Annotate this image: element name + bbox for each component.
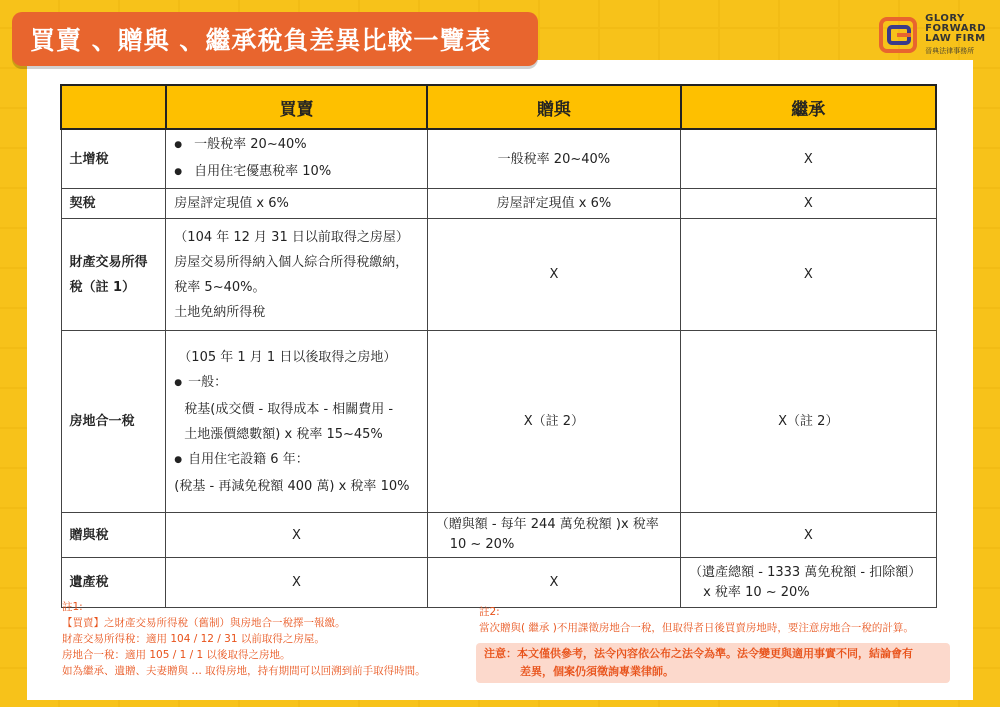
disclaimer-box [476, 643, 950, 683]
combined-tax-inherit: X（註 2） [681, 331, 936, 513]
property-income-buy [166, 219, 427, 331]
footnote-2-heading: 註2: [479, 606, 500, 618]
table-row [61, 219, 936, 331]
property-income-buy-line: （104 年 12 月 31 日以前取得之房屋） [174, 229, 409, 245]
combined-tax-buy [166, 331, 427, 513]
land-tax-buy [166, 129, 427, 189]
gift-tax-gift-line: 10 ~ 20% [449, 537, 515, 552]
footnote-1-line: 如為繼承、遺贈、夫妻贈與 … 取得房地，持有期間可以回溯到前手取得時間。 [62, 665, 426, 677]
footnote-2 [479, 604, 939, 636]
combined-tax-buy-line: (稅基 - 再減免稅額 400 萬) x 稅率 10% [174, 478, 410, 494]
gift-tax-gift [427, 513, 680, 558]
footnote-1-line: 財產交易所得稅：適用 104 / 12 / 31 以前取得之房屋。 [62, 633, 325, 645]
estate-tax-buy: X [166, 558, 427, 608]
footnote-1-heading: 註1: [62, 601, 83, 613]
deed-tax-inherit: X [681, 189, 936, 219]
row-label-combined-tax: 房地合一稅 [61, 331, 166, 513]
logo-line3: LAW FIRM [925, 33, 986, 44]
property-income-gift: X [427, 219, 680, 331]
table-header-row [61, 85, 936, 129]
combined-tax-gift: X（註 2） [427, 331, 680, 513]
disclaimer-line: 注意：本文僅供參考，法令內容依公布之法令為準。法令變更與適用事實不同，結論會有 [484, 647, 913, 660]
table-row [61, 513, 936, 558]
row-label-estate-tax: 遺產稅 [61, 558, 166, 608]
estate-tax-gift: X [427, 558, 680, 608]
page-title: 買賣 、贈與 、繼承稅負差異比較一覽表 [30, 26, 492, 55]
logo-line4: 晉典法律事務所 [925, 47, 975, 55]
land-tax-buy-line: ● 自用住宅優惠稅率 10% [174, 159, 418, 186]
row-label-property-income-tax: 財產交易所得稅（註 1） [61, 219, 166, 331]
header-blank [61, 85, 166, 129]
row-label-gift-tax: 贈與稅 [61, 513, 166, 558]
land-tax-inherit: X [681, 129, 936, 189]
row-label-deed-tax: 契稅 [61, 189, 166, 219]
gift-tax-buy: X [166, 513, 427, 558]
combined-tax-buy-line: ● 自用住宅設籍 6 年： [174, 447, 418, 474]
header-inherit: 繼承 [681, 85, 936, 129]
row-label-land-tax: 土增稅 [61, 129, 166, 189]
title-banner [12, 12, 538, 66]
logo-line1: GLORY [925, 13, 965, 24]
deed-tax-gift: 房屋評定現值 x 6% [427, 189, 680, 219]
firm-logo-icon [879, 15, 919, 55]
footnote-1 [62, 599, 477, 679]
deed-tax-buy: 房屋評定現值 x 6% [166, 189, 427, 219]
logo-line2: FORWARD [925, 23, 986, 34]
estate-tax-inherit [681, 558, 936, 608]
firm-logo [879, 14, 986, 56]
table-row [61, 331, 936, 513]
footnote-1-line: 【買賣】之財產交易所得稅（舊制）與房地合一稅擇一報繳。 [62, 617, 346, 629]
estate-tax-inherit-line: x 稅率 10 ~ 20% [703, 584, 810, 600]
table-row [61, 129, 936, 189]
combined-tax-buy-line: ● 一般： [174, 370, 418, 397]
property-income-buy-line: 土地免納所得稅 [174, 304, 266, 320]
property-income-buy-line: 房屋交易所得納入個人綜合所得稅繳納，稅率 5~40%。 [174, 254, 409, 295]
combined-tax-buy-line: 稅基(成交價 - 取得成本 - 相關費用 - [184, 401, 394, 417]
disclaimer-line: 差異，個案仍須徵詢專業律師。 [520, 665, 674, 678]
comparison-table [60, 84, 937, 608]
estate-tax-inherit-line: （遺產總額 - 1333 萬免稅額 - 扣除額） [689, 564, 922, 580]
table-row [61, 189, 936, 219]
header-gift: 贈與 [427, 85, 680, 129]
property-income-inherit: X [681, 219, 936, 331]
footnote-2-line: 當次贈與( 繼承 )不用課徵房地合一稅，但取得者日後買賣房地時，要注意房地合一稅的計算。 [479, 622, 914, 634]
combined-tax-buy-line: 土地漲價總數額) x 稅率 15~45% [184, 426, 383, 442]
header-buy: 買賣 [166, 85, 427, 129]
combined-tax-buy-line: （105 年 1 月 1 日以後取得之房地） [178, 349, 397, 365]
footnote-1-line: 房地合一稅：適用 105 / 1 / 1 以後取得之房地。 [62, 649, 291, 661]
land-tax-buy-line: ● 一般稅率 20~40% [174, 132, 418, 159]
land-tax-gift: 一般稅率 20~40% [427, 129, 680, 189]
gift-tax-gift-line: （贈與額 - 每年 244 萬免稅額 )x 稅率 [435, 517, 659, 532]
gift-tax-inherit: X [681, 513, 936, 558]
